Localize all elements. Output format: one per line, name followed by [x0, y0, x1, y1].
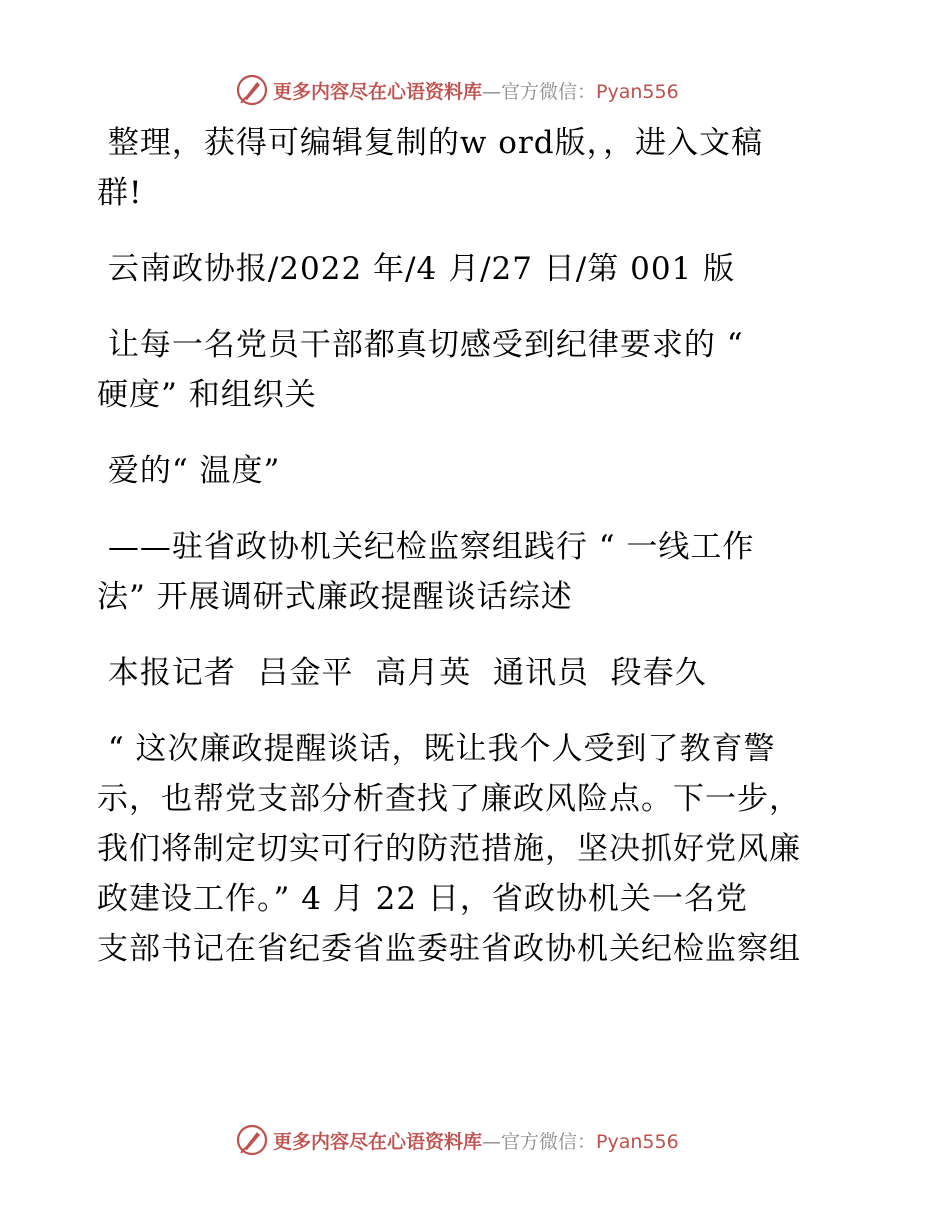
watermark-separator: —: [482, 80, 502, 103]
title-line-2: 硬度” 和组织关: [97, 377, 317, 413]
watermark-text: [273, 1127, 679, 1154]
subtitle-line-2: 法” 开展调研式廉政提醒谈话综述: [97, 579, 573, 615]
watermark-account-id: Pyan556: [596, 1130, 679, 1153]
quill-logo-icon: [235, 73, 269, 107]
body-line-2: 示，也帮党支部分析查找了廉政风险点。下一步，: [97, 781, 801, 817]
intro-line-1: 整理，获得可编辑复制的w ord版，，进入文稿: [97, 125, 764, 161]
title-line-1: 让每一名党员干部都真切感受到纪律要求的 “: [97, 327, 744, 363]
body-line-5: 支部书记在省纪委省监委驻省政协机关纪检监察组: [97, 931, 801, 967]
body-line-1: “ 这次廉政提醒谈话，既让我个人受到了教育警: [97, 731, 776, 767]
body-line-3: 我们将制定切实可行的防范措施，坚决抓好党风廉: [97, 831, 801, 867]
subtitle-line-1: ——驻省政协机关纪检监察组践行 “ 一线工作: [97, 529, 755, 565]
source-line: 云南政协报/2022 年/4 月/27 日/第 001 版: [97, 251, 736, 287]
intro-line-2: 群!: [97, 175, 143, 211]
watermark-text: [273, 77, 679, 104]
document-body: [97, 118, 857, 974]
watermark-official-label: 官方微信：: [501, 1130, 597, 1153]
header-watermark: [235, 72, 679, 108]
footer-watermark: [235, 1122, 679, 1158]
quill-logo-icon: [235, 1123, 269, 1157]
watermark-account-id: Pyan556: [596, 80, 679, 103]
watermark-official-label: 官方微信：: [501, 80, 597, 103]
byline: 本报记者 吕金平 高月英 通讯员 段春久: [97, 655, 707, 691]
watermark-main: 更多内容尽在心语资料库: [273, 80, 483, 103]
watermark-separator: —: [482, 1130, 502, 1153]
watermark-main: 更多内容尽在心语资料库: [273, 1130, 483, 1153]
title-continuation: 爱的“ 温度”: [97, 453, 281, 489]
body-line-4: 政建设工作。” 4 月 22 日，省政协机关一名党: [97, 881, 748, 917]
